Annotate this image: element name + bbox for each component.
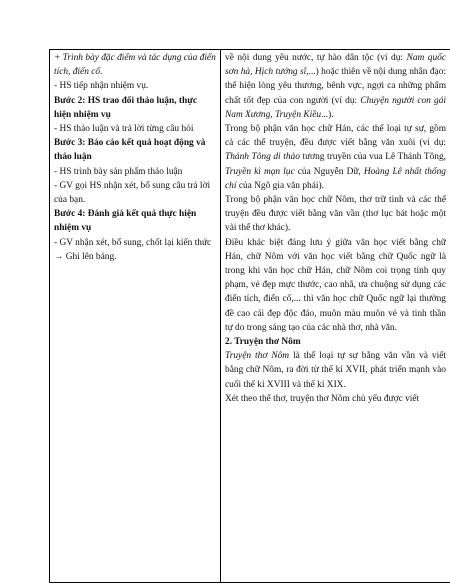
text-run: - GV nhận xét, bổ sung, chốt lại kiến thức → Ghi lên bảng. bbox=[54, 238, 211, 262]
content-paragraph bbox=[225, 335, 446, 349]
left-column-activities bbox=[50, 50, 221, 583]
text-run: - HS trình bày sản phẩm thảo luận bbox=[54, 167, 182, 177]
activity-paragraph bbox=[54, 122, 216, 136]
text-run: ...). bbox=[321, 110, 334, 120]
text-run: Truyện thơ Nôm bbox=[225, 351, 289, 361]
text-run: Bước 3: Báo cáo kết quả hoạt động và thảo luận bbox=[54, 138, 205, 162]
text-run: Xét theo thể thơ, truyện thơ Nôm chủ yếu được viết bbox=[225, 394, 419, 404]
text-run: Truyền kì mạn lục bbox=[225, 167, 295, 177]
text-run: Trong bộ phận văn học chữ Hán, các thể loại tự sự, gồm cả các thể truyện, đều được viết bằng văn xuôi (ví dụ: bbox=[225, 124, 446, 148]
text-run: - GV gọi HS nhận xét, bổ sung câu trả lời của bạn. bbox=[54, 181, 210, 205]
text-run: Thánh Tông di thảo bbox=[225, 152, 300, 162]
content-paragraph bbox=[225, 122, 446, 193]
activity-paragraph bbox=[54, 94, 216, 122]
text-run: Hoàng Lê nhất thống chí bbox=[225, 167, 446, 191]
activity-paragraph bbox=[54, 136, 216, 164]
text-run: Trong bộ phận văn học chữ Nôm, thơ trữ tình và các thể truyện đều được viết bằng văn vần (thơ lục bát hoặc một vài thể thơ khác). bbox=[225, 195, 446, 233]
activity-paragraph bbox=[54, 51, 216, 79]
content-paragraph bbox=[225, 236, 446, 335]
activity-paragraph bbox=[54, 165, 216, 179]
text-run: Bước 2: HS trao đổi thảo luận, thực hiện nhiệm vụ bbox=[54, 96, 197, 120]
content-paragraph bbox=[225, 349, 446, 392]
text-run: - HS tiếp nhận nhiệm vụ. bbox=[54, 81, 148, 91]
content-paragraph bbox=[225, 51, 446, 122]
text-run: của Nguyễn Dữ, bbox=[295, 167, 364, 177]
content-paragraph bbox=[225, 193, 446, 236]
text-run: - HS thảo luận và trả lời từng câu hỏi bbox=[54, 124, 193, 134]
activity-paragraph bbox=[54, 236, 216, 264]
text-run: là thể loại tự sự bằng văn vần và viết bằng chữ Nôm, ra đời từ thế kỉ XVII, phát triển mạnh vào cuối thế kỉ XVIII và thế kỉ XIX. bbox=[225, 351, 446, 389]
text-run: Điều khác biệt đáng lưu ý giữa văn học viết bằng chữ Hán, chữ Nôm với văn học viết bằng chữ Quốc ngữ là trong khi văn học chữ Hán, chữ Nôm coi trọng tính quy phạm, vẻ đẹp mực thước, cao nhã, ưa chuộng sử dụng các điển tích, điển cố,... thì văn học chữ Quốc ngữ lại thường đề cao cái đẹp độc đáo, muôn màu muôn vẻ và tinh thần tự do trong sáng tạo của các nhà thơ, nhà văn. bbox=[225, 238, 446, 333]
activity-paragraph bbox=[54, 179, 216, 207]
text-run: về nội dung yêu nước, tự hào dân tộc (ví dụ: bbox=[225, 53, 407, 63]
text-run: Nam quốc sơn hà, Hịch tướng sĩ bbox=[225, 53, 446, 77]
activity-paragraph bbox=[54, 79, 216, 93]
text-run: Chuyện người con gái Nam Xương, Truyện Kiều bbox=[225, 96, 446, 120]
content-paragraph bbox=[225, 392, 446, 406]
lesson-table bbox=[49, 49, 450, 583]
right-column-content bbox=[221, 50, 450, 583]
text-run: của Ngô gia văn phái). bbox=[236, 181, 323, 191]
text-run: + Trình bày đặc điểm và tác dụng của điển tích, điển cố. bbox=[54, 53, 216, 77]
text-run: tương truyền của vua Lê Thánh Tông, bbox=[300, 152, 446, 162]
text-run: Bước 4: Đánh giá kết quả thực hiện nhiệm vụ bbox=[54, 209, 196, 233]
text-run: 2. Truyện thơ Nôm bbox=[225, 337, 301, 347]
table-row bbox=[50, 50, 450, 583]
text-run: ,...) hoặc thiên về nội dung nhân đạo: thể hiện lòng yêu thương, bênh vực, ngợi ca những phẩm chất tốt đẹp của con người (ví dụ: bbox=[225, 67, 446, 105]
activity-paragraph bbox=[54, 207, 216, 235]
